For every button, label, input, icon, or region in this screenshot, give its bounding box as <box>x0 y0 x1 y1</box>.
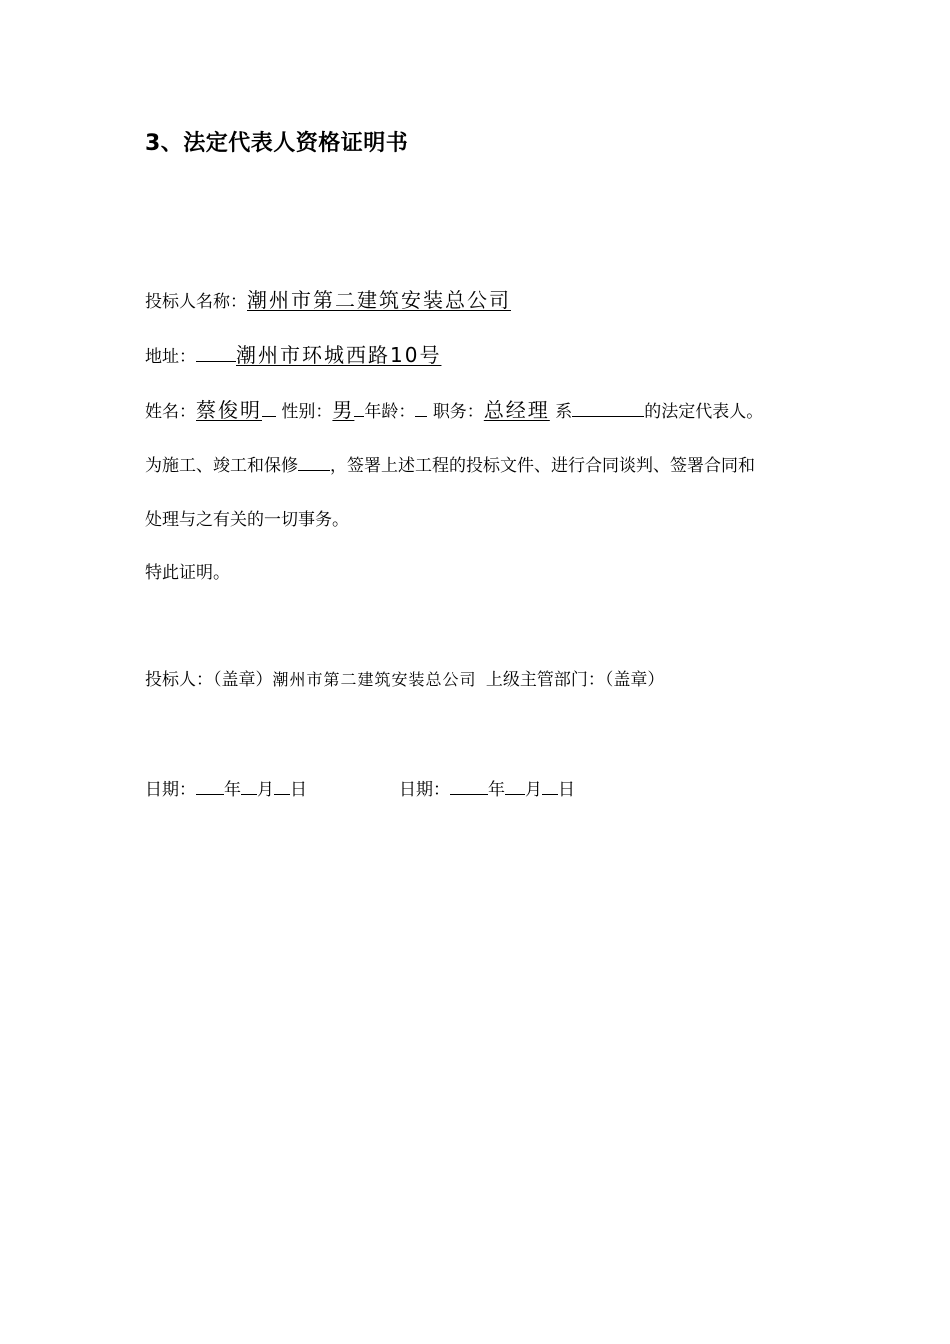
year-blank-left <box>196 777 224 795</box>
person-line <box>145 398 763 424</box>
day-label-left: 日 <box>290 780 307 800</box>
year-blank-right <box>450 777 488 795</box>
year-label-right: 年 <box>488 780 505 800</box>
month-label-right: 月 <box>525 780 542 800</box>
age-label: 年龄： <box>364 402 416 422</box>
bidder-name-line <box>145 288 511 314</box>
body-line-1-a: 为施工、竣工和保修 <box>145 456 298 476</box>
representative-suffix: 的法定代表人。 <box>644 402 764 422</box>
project-blank <box>298 453 330 471</box>
document-title: 3、法定代表人资格证明书 <box>145 131 409 156</box>
body-line-2: 处理与之有关的一切事务。 <box>145 510 349 530</box>
address-label: 地址： <box>145 347 196 367</box>
day-label-right: 日 <box>558 780 575 800</box>
gender-blank <box>354 399 364 417</box>
bidder-seal-value: 潮州市第二建筑安装总公司 <box>272 670 477 689</box>
bidder-name-label: 投标人名称： <box>145 292 247 312</box>
address-line <box>145 343 441 369</box>
body-line-1-b: ，签署上述工程的投标文件、进行合同谈判、签署合同和 <box>330 456 755 476</box>
month-blank-left <box>241 777 257 795</box>
month-label-left: 月 <box>257 780 274 800</box>
bidder-name-value: 潮州市第二建筑安装总公司 <box>247 288 511 312</box>
address-blank <box>196 344 236 362</box>
duty-label: 职务： <box>432 402 484 422</box>
duty-value: 总经理 <box>483 398 550 422</box>
age-blank <box>415 399 427 417</box>
date-label-left: 日期： <box>145 780 196 800</box>
date-line-right <box>399 777 575 802</box>
day-blank-left <box>274 777 290 795</box>
name-label: 姓名： <box>145 402 196 422</box>
name-value: 蔡俊明 <box>196 398 262 422</box>
year-label-left: 年 <box>224 780 241 800</box>
day-blank-right <box>542 777 558 795</box>
body-line-1 <box>145 453 755 478</box>
relation-label: 系 <box>555 402 573 422</box>
month-blank-right <box>505 777 525 795</box>
certify-text: 特此证明。 <box>145 563 230 583</box>
gender-label: 性别： <box>281 402 333 422</box>
signature-line <box>145 668 664 692</box>
gender-value: 男 <box>332 398 355 422</box>
superior-seal-label: 上级主管部门：（盖章） <box>485 670 665 690</box>
date-line-left <box>145 777 307 802</box>
name-blank <box>262 399 276 417</box>
relation-blank <box>572 399 644 417</box>
bidder-seal-label: 投标人：（盖章） <box>145 670 273 690</box>
address-value: 潮州市环城西路10号 <box>236 343 442 367</box>
date-label-right: 日期： <box>399 780 450 800</box>
